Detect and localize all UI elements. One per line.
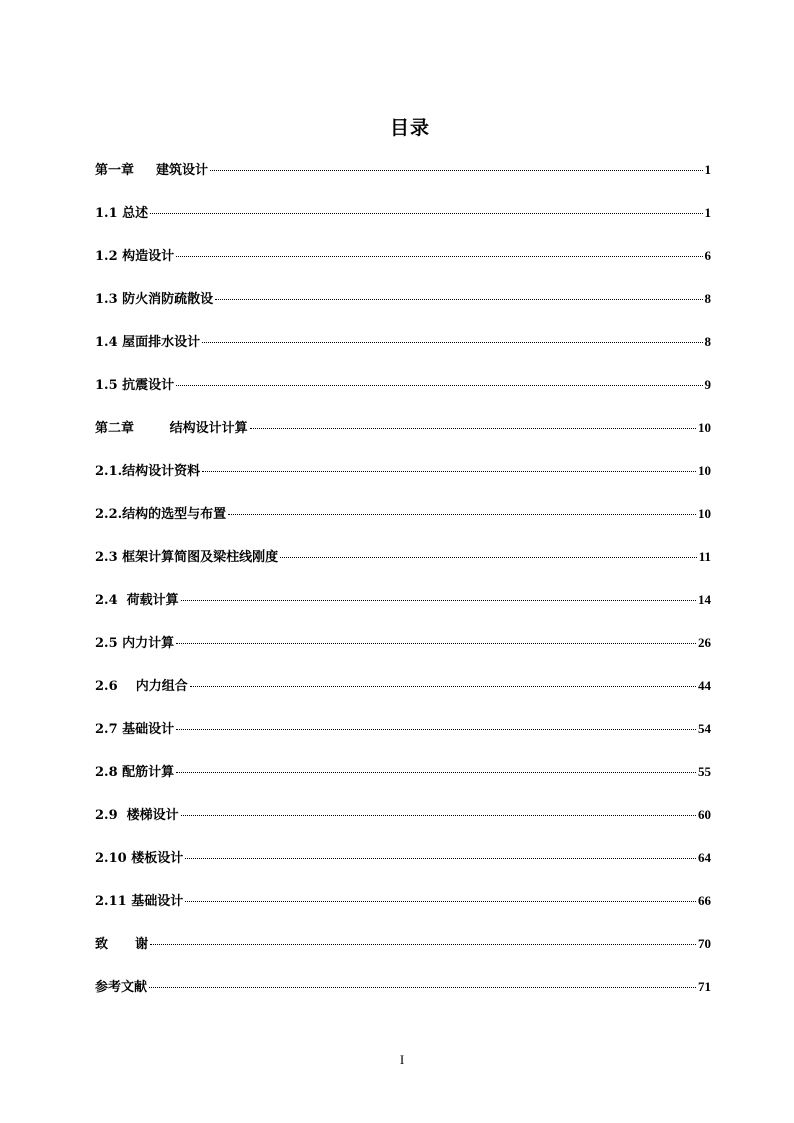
toc-entry-page: 10 xyxy=(698,463,711,478)
toc-dot-leader xyxy=(176,643,696,644)
toc-entry-page: 11 xyxy=(698,549,711,564)
toc-entry-page: 54 xyxy=(698,721,711,736)
toc-entry[interactable] xyxy=(95,503,711,546)
toc-entry-label: 第一章 建筑设计 xyxy=(95,163,209,178)
toc-dot-leader xyxy=(210,170,702,171)
toc-dot-leader xyxy=(176,385,702,386)
toc-dot-leader xyxy=(150,213,702,214)
toc-entry[interactable] xyxy=(95,890,711,933)
toc-entry[interactable] xyxy=(95,245,711,288)
toc-dot-leader xyxy=(149,987,696,988)
toc-entry-label: 2.6 内力组合 xyxy=(95,679,188,694)
toc-dot-leader xyxy=(185,858,696,859)
toc-entry-page: 1 xyxy=(704,162,711,177)
toc-dot-leader xyxy=(181,815,696,816)
toc-dot-leader xyxy=(150,944,696,945)
toc-entry-page: 66 xyxy=(698,893,711,908)
toc-entry-page: 60 xyxy=(698,807,711,822)
toc-entry-page: 10 xyxy=(698,506,711,521)
toc-dot-leader xyxy=(176,772,696,773)
toc-dot-leader xyxy=(250,428,696,429)
toc-entry-page: 6 xyxy=(704,248,711,263)
toc-entry-label: 2.1.结构设计资料 xyxy=(95,464,201,479)
toc-entry-page: 70 xyxy=(698,936,711,951)
toc-entry[interactable] xyxy=(95,847,711,890)
toc-entry-page: 10 xyxy=(698,420,711,435)
toc-dot-leader xyxy=(176,729,696,730)
toc-entry-label: 第二章 结构设计计算 xyxy=(95,421,248,436)
toc-entry[interactable] xyxy=(95,460,711,503)
toc-entry[interactable] xyxy=(95,761,711,804)
toc-entry[interactable] xyxy=(95,933,711,976)
toc-dot-leader xyxy=(215,299,702,300)
toc-entry-label: 2.9 楼梯设计 xyxy=(95,808,179,823)
toc-entry[interactable] xyxy=(95,288,711,331)
toc-dot-leader xyxy=(190,686,696,687)
toc-entry-label: 1.2 构造设计 xyxy=(95,249,175,264)
toc-entry-label: 1.5 抗震设计 xyxy=(95,378,175,393)
toc-dot-leader xyxy=(280,557,697,558)
toc-entry-label: 2.4 荷载计算 xyxy=(95,593,179,608)
toc-entry-page: 8 xyxy=(704,291,711,306)
toc-entry-label: 1.3 防火消防疏散设 xyxy=(95,292,214,307)
toc-entry[interactable] xyxy=(95,976,711,1019)
toc-entry[interactable] xyxy=(95,589,711,632)
toc-entry-page: 26 xyxy=(698,635,711,650)
toc-entry[interactable] xyxy=(95,331,711,374)
toc-entry[interactable] xyxy=(95,546,711,589)
toc-entry-page: 64 xyxy=(698,850,711,865)
toc-entry-label: 2.11 基础设计 xyxy=(95,894,184,909)
toc-entry[interactable] xyxy=(95,675,711,718)
toc-entry[interactable] xyxy=(95,374,711,417)
toc-dot-leader xyxy=(228,514,696,515)
toc-entry-page: 44 xyxy=(698,678,711,693)
toc-entry-label: 2.7 基础设计 xyxy=(95,722,175,737)
toc-entry[interactable] xyxy=(95,202,711,245)
toc-entry[interactable] xyxy=(95,804,711,847)
toc-dot-leader xyxy=(202,342,702,343)
toc-entry-label: 2.3 框架计算简图及梁柱线刚度 xyxy=(95,550,279,565)
toc-entry-label: 2.8 配筋计算 xyxy=(95,765,175,780)
toc-entry[interactable] xyxy=(95,632,711,675)
toc-entry[interactable] xyxy=(95,159,711,202)
toc-entry[interactable] xyxy=(95,417,711,460)
toc-entry-label: 1.4 屋面排水设计 xyxy=(95,335,201,350)
toc-list xyxy=(95,159,711,1019)
toc-entry-page: 71 xyxy=(698,979,711,994)
toc-entry[interactable] xyxy=(95,718,711,761)
toc-dot-leader xyxy=(181,600,696,601)
toc-entry-label: 2.10 楼板设计 xyxy=(95,851,184,866)
toc-entry-label: 致 谢 xyxy=(95,937,149,952)
toc-entry-label: 2.5 内力计算 xyxy=(95,636,175,651)
toc-dot-leader xyxy=(176,256,702,257)
toc-entry-label: 1.1 总述 xyxy=(95,206,149,221)
toc-entry-page: 1 xyxy=(704,205,711,220)
toc-entry-page: 9 xyxy=(704,377,711,392)
toc-entry-label: 参考文献 xyxy=(95,980,148,995)
page-number: I xyxy=(399,1052,405,1067)
toc-dot-leader xyxy=(202,471,696,472)
toc-entry-page: 14 xyxy=(698,592,711,607)
toc-dot-leader xyxy=(185,901,696,902)
toc-title: 目录 xyxy=(389,117,430,139)
toc-entry-page: 8 xyxy=(704,334,711,349)
toc-entry-label: 2.2.结构的选型与布置 xyxy=(95,507,227,522)
toc-entry-page: 55 xyxy=(698,764,711,779)
